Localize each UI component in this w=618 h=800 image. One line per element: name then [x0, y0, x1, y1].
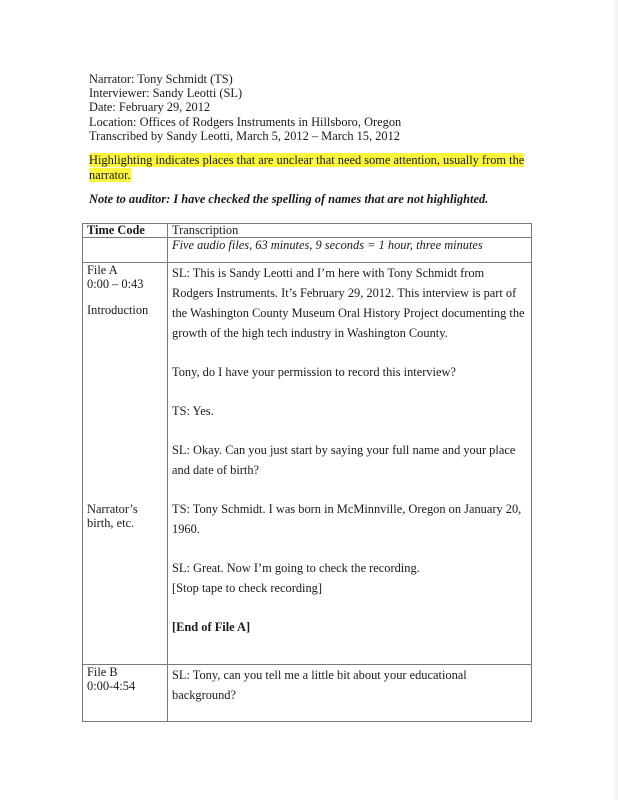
file-a-topic-birth-line2: birth, etc.: [87, 516, 135, 530]
end-of-file-a: [End of File A]: [172, 620, 251, 634]
file-a-paragraph: SL: Okay. Can you just start by saying your full name and your place and date of birth?: [172, 443, 516, 477]
file-a-topic-birth-line1: Narrator’s: [87, 502, 138, 516]
file-a-topic-introduction: Introduction: [87, 303, 149, 317]
file-a-paragraph: SL: This is Sandy Leotti and I’m here with Tony Schmidt from Rodgers Instruments. It’s February 29, 2012. This interview is part of the Washington County Museum Oral History Project documenting the growth of the high tech industry in Washington County.: [172, 266, 525, 340]
time-code-header: Time Code: [83, 224, 168, 238]
file-a-time-cell: [83, 263, 168, 665]
file-b-time-cell: [83, 665, 168, 722]
transcription-header: Transcription: [168, 224, 532, 238]
file-b-paragraph: SL: Tony, can you tell me a little bit about your educational background?: [172, 668, 467, 702]
file-b-label: File B: [87, 665, 118, 679]
interview-metadata: [89, 72, 401, 143]
location-line: Location: Offices of Rodgers Instruments in Hillsboro, Oregon: [89, 114, 402, 129]
date-line: Date: February 29, 2012: [89, 100, 211, 115]
narrator-line: Narrator: Tony Schmidt (TS): [89, 72, 233, 86]
highlight-note-text: Highlighting indicates places that are unclear that need some attention, usually from the narrator.: [89, 153, 525, 182]
file-a-stage-note: [Stop tape to check recording]: [172, 581, 323, 595]
summary-time-cell: [83, 238, 168, 263]
highlight-note: [89, 153, 529, 182]
file-a-paragraph: Tony, do I have your permission to record this interview?: [172, 365, 456, 379]
file-a-range: 0:00 – 0:43: [87, 277, 144, 291]
summary-cell: [168, 238, 532, 263]
file-a-transcription-cell: [168, 263, 532, 665]
auditor-note: Note to auditor: I have checked the spelling of names that are not highlighted.: [89, 192, 489, 206]
table-row: [83, 665, 532, 722]
table-header-row: [83, 224, 532, 238]
file-a-label: File A: [87, 263, 118, 277]
table-row: [83, 263, 532, 665]
summary-text: Five audio files, 63 minutes, 9 seconds = 1 hour, three minutes: [172, 238, 483, 252]
interviewer-line: Interviewer: Sandy Leotti (SL): [89, 86, 243, 101]
file-b-transcription-cell: [168, 665, 532, 722]
file-a-paragraph: TS: Yes.: [172, 404, 214, 418]
transcript-table: [82, 223, 532, 722]
page-edge-shadow: [612, 0, 618, 800]
transcribed-line: Transcribed by Sandy Leotti, March 5, 2012 – March 15, 2012: [89, 128, 400, 143]
file-a-paragraph: SL: Great. Now I’m going to check the recording.: [172, 561, 420, 575]
file-a-paragraph: TS: Tony Schmidt. I was born in McMinnville, Oregon on January 20, 1960.: [172, 502, 522, 536]
summary-row: [83, 238, 532, 263]
file-b-range: 0:00-4:54: [87, 679, 136, 693]
